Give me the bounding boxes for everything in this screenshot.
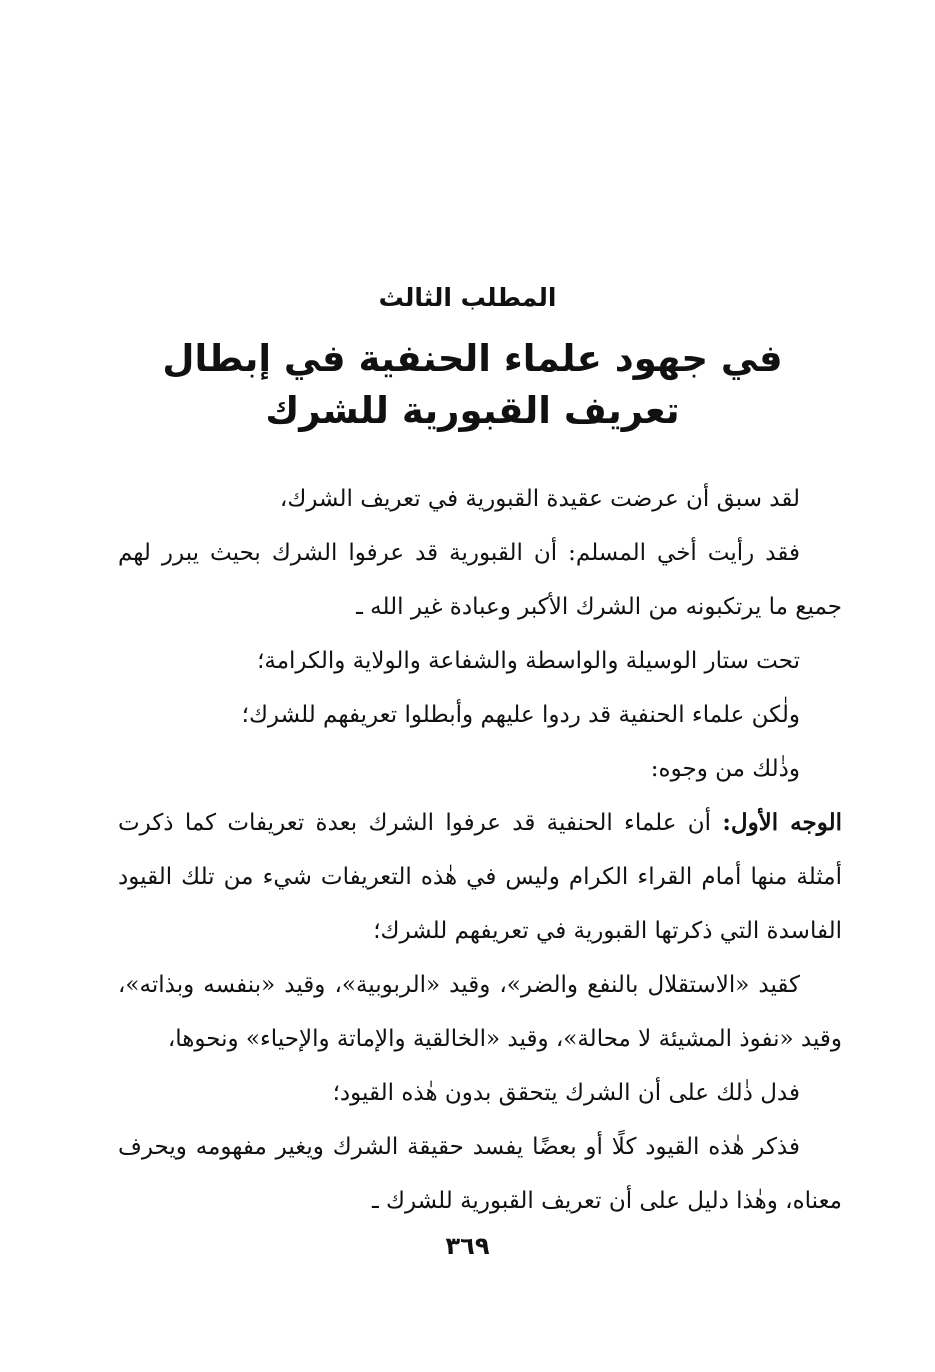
- paragraph-3: تحت ستار الوسيلة والواسطة والشفاعة والولاية والكرامة؛: [257, 648, 800, 674]
- paragraph-2: فقد رأيت أخي المسلم: أن القبورية قد عرفوا الشرك بحيث يبرر لهم جميع ما يرتكبونه من الشرك الأكبر وعبادة غير الله ـ: [118, 540, 842, 620]
- paragraph-9: فذكر هٰذه القيود كلًا أو بعضًا يفسد حقيقة الشرك ويغير مفهومه ويحرف معناه، وهٰذا دليل على أن تعريف القبورية للشرك ـ: [118, 1134, 842, 1214]
- paragraph-first-aspect: [118, 796, 842, 958]
- page-number: ٣٦٩: [445, 1232, 490, 1260]
- chapter-title: في جهود علماء الحنفية في إبطال تعريف القبورية للشرك: [162, 337, 783, 432]
- first-aspect-text: أن علماء الحنفية قد عرفوا الشرك بعدة تعريفات كما ذكرت أمثلة منها أمام القراء الكرام وليس في هٰذه التعريفات شيء من تلك القيود الفاسدة التي ذكرتها القبورية في تعريفهم للشرك؛: [118, 810, 842, 944]
- paragraph-4: ولٰكن علماء الحنفية قد ردوا عليهم وأبطلوا تعريفهم للشرك؛: [241, 702, 800, 728]
- paragraph-5: وذٰلك من وجوه:: [650, 756, 800, 782]
- section-label: المطلب الثالث: [378, 283, 557, 312]
- first-aspect-lead: الوجه الأول:: [722, 809, 843, 836]
- paragraph-7: كقيد «الاستقلال بالنفع والضر»، وقيد «الربوبية»، وقيد «بنفسه وبذاته»، وقيد «نفوذ المشيئة لا محالة»، وقيد «الخالقية والإماتة والإحياء» ونحوها،: [118, 972, 842, 1052]
- paragraph-8: فدل ذٰلك على أن الشرك يتحقق بدون هٰذه القيود؛: [332, 1080, 800, 1106]
- body-text: [118, 472, 842, 1228]
- paragraph-1: لقد سبق أن عرضت عقيدة القبورية في تعريف الشرك،: [279, 486, 800, 512]
